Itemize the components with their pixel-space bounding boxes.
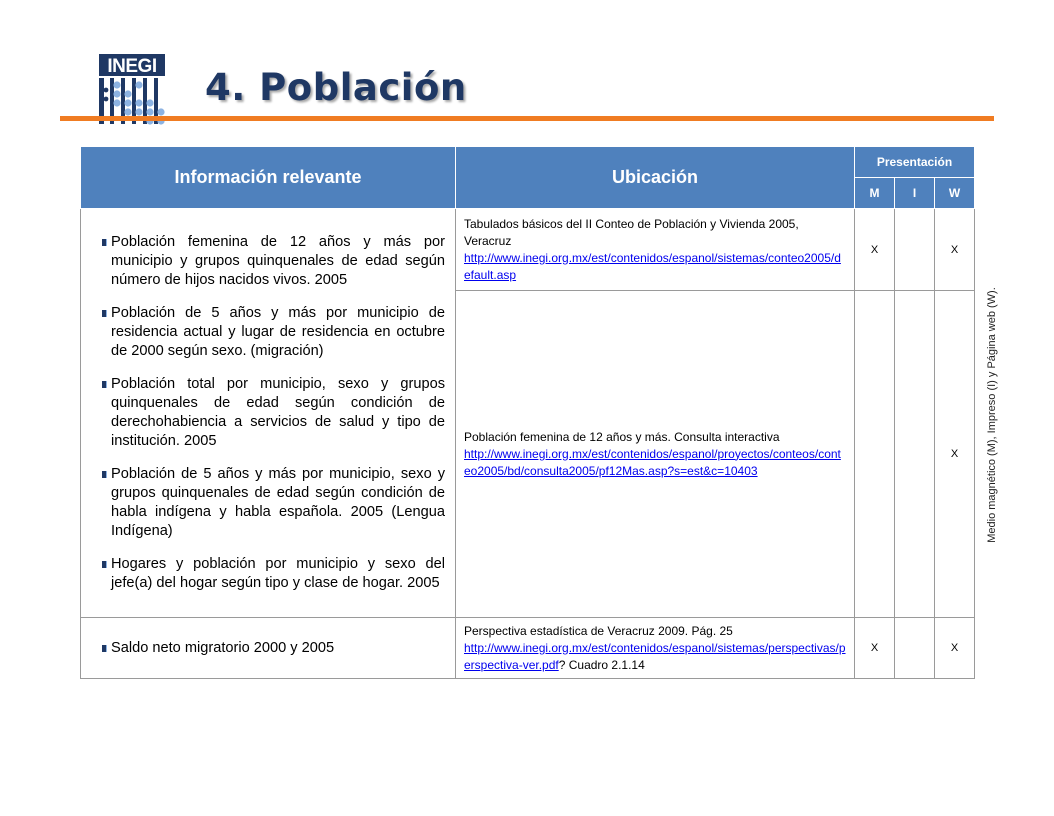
information-table bbox=[80, 146, 975, 679]
list-item: Saldo neto migratorio 2000 y 2005 bbox=[103, 639, 445, 658]
header-ubicacion: Ubicación bbox=[456, 147, 855, 209]
row3-link-suffix: ? Cuadro 2.1.14 bbox=[558, 657, 645, 672]
row3-mark-m: X bbox=[855, 618, 895, 679]
presentation-legend bbox=[983, 264, 1001, 566]
list-item: Población de 5 años y más por municipio de residencia actual y lugar de residencia en octubre de 2000 según sexo. (migración) bbox=[103, 304, 445, 361]
row3-link[interactable]: http://www.inegi.org.mx/est/contenidos/espanol/sistemas/perspectivas/perspectiva-ver.pdf bbox=[464, 640, 846, 672]
row3-mark-w: X bbox=[935, 618, 975, 679]
row3-mark-i bbox=[895, 618, 935, 679]
row1-link[interactable]: http://www.inegi.org.mx/est/contenidos/espanol/sistemas/conteo2005/default.asp bbox=[464, 250, 841, 282]
list-item: Población de 5 años y más por municipio, sexo y grupos quinquenales de edad según condición de habla indígena y habla española. 2005 (Lengua Indígena) bbox=[103, 465, 445, 541]
header-m: M bbox=[855, 178, 895, 209]
row2-mark-m bbox=[855, 291, 895, 618]
list-item: Población femenina de 12 años y más por municipio y grupos quinquenales de edad según número de hijos nacidos vivos. 2005 bbox=[103, 233, 445, 290]
header-w: W bbox=[935, 178, 975, 209]
row1-mark-w: X bbox=[935, 209, 975, 291]
title-divider bbox=[60, 116, 994, 121]
row3-list bbox=[81, 639, 455, 658]
row2-mark-w: X bbox=[935, 291, 975, 618]
row3-item-cell bbox=[81, 618, 456, 679]
row3-location bbox=[456, 618, 855, 679]
row1-location bbox=[456, 209, 855, 291]
svg-text:INEGI: INEGI bbox=[107, 56, 157, 77]
row3-source: Perspectiva estadística de Veracruz 2009. Pág. 25 bbox=[464, 623, 733, 638]
row2-mark-i bbox=[895, 291, 935, 618]
row2-location bbox=[456, 291, 855, 618]
list-item: Hogares y población por municipio y sexo del jefe(a) del hogar según tipo y clase de hogar. 2005 bbox=[103, 555, 445, 593]
header-presentacion: Presentación bbox=[855, 147, 975, 178]
group1-items-cell bbox=[81, 209, 456, 618]
row1-mark-m: X bbox=[855, 209, 895, 291]
presentation-legend-text: Medio magnético (M), Impreso (I) y Página web (W). bbox=[986, 287, 998, 543]
group1-list bbox=[81, 227, 455, 599]
header-info-relevante: Información relevante bbox=[81, 147, 456, 209]
list-item: Población total por municipio, sexo y grupos quinquenales de edad según condición de derechohabiencia a servicios de salud y tipo de institución. 2005 bbox=[103, 375, 445, 451]
row1-mark-i bbox=[895, 209, 935, 291]
page-title: 4. Población bbox=[205, 66, 467, 109]
inegi-logo bbox=[97, 52, 169, 126]
row1-source: Tabulados básicos del II Conteo de Población y Vivienda 2005, Veracruz bbox=[464, 216, 799, 248]
header-i: I bbox=[895, 178, 935, 209]
row2-source: Población femenina de 12 años y más. Consulta interactiva bbox=[464, 429, 780, 444]
row2-link[interactable]: http://www.inegi.org.mx/est/contenidos/espanol/proyectos/conteos/conteo2005/bd/consulta2005/pf12Mas.asp?s=est&c=10403 bbox=[464, 446, 841, 478]
